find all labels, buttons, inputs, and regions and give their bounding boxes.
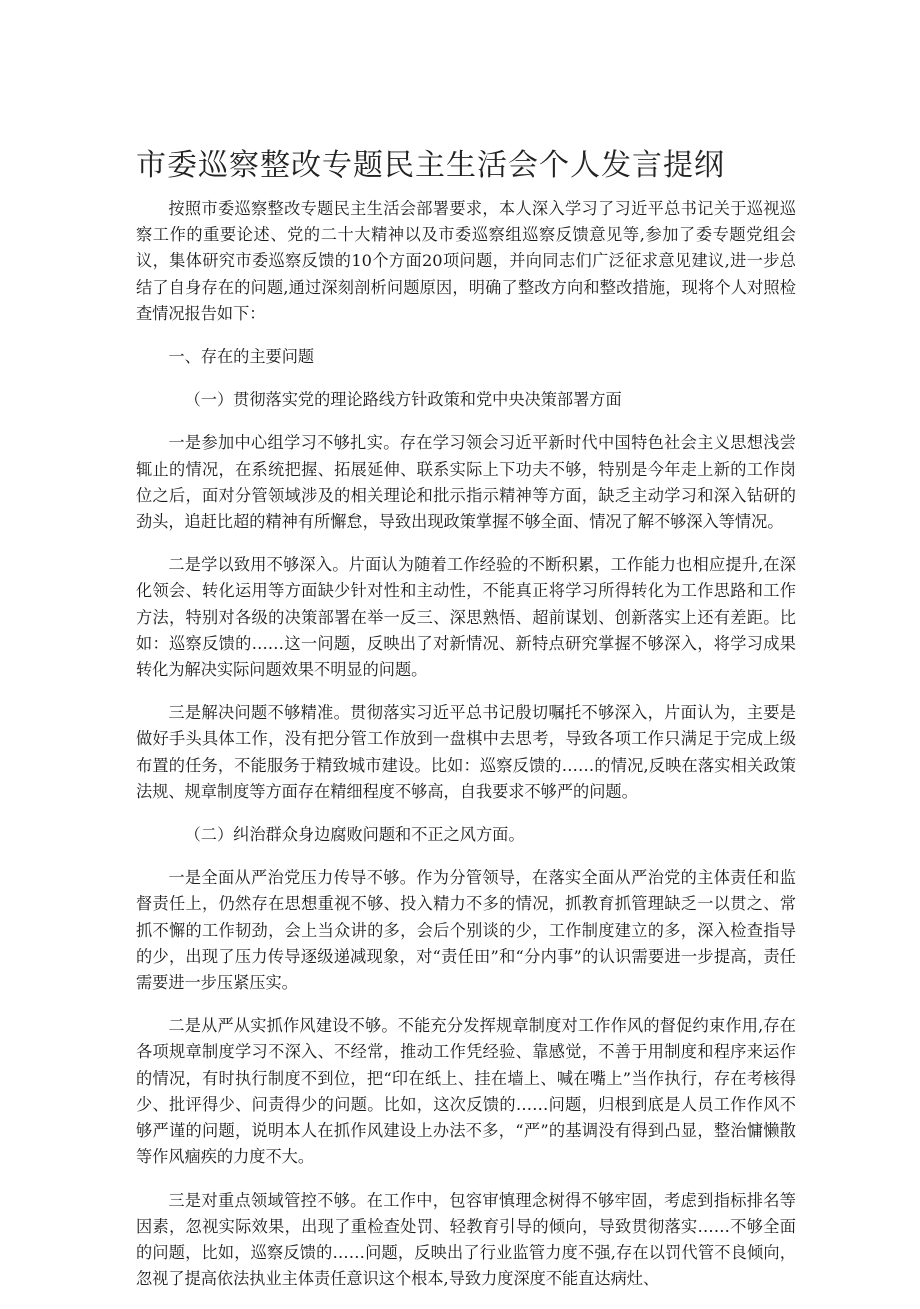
body-paragraph: 一是全面从严治党压力传导不够。作为分管领导，在落实全面从严治党的主体责任和监督责任上，仍然存在思想重视不够、投入精力不多的情况，抓教育抓管理缺乏一以贯之、常抓不懈的工作韧劲，会上当众讲的多，会后个别谈的少，工作制度建立的多，深入检查指导的少，出现了压力传导逐级递减现象，对“责任田”和“分内事”的认识需要进一步提高，责任需要进一步压紧压实。 xyxy=(136,868,796,993)
body-paragraph: 二是学以致用不够深入。片面认为随着工作经验的不断积累，工作能力也相应提升,在深化领会、转化运用等方面缺少针对性和主动性，不能真正将学习所得转化为工作思路和工作方法，特别对各级的决策部署在举一反三、深思熟悟、超前谋划、创新落实上还有差距。比如：巡察反馈的……这一问题，反映出了对新情况、新特点研究掌握不够深入，将学习成果转化为解决实际问题效果不明显的问题。 xyxy=(136,555,796,680)
body-paragraph: 三是解决问题不够精准。贯彻落实习近平总书记殷切嘱托不够深入，片面认为，主要是做好手头具体工作，没有把分管工作放到一盘棋中去思考，导致各项工作只满足于完成上级布置的任务，不能服务于精致城市建设。比如：巡察反馈的……的情况,反映在落实相关政策法规、规章制度等方面存在精细程度不够高，自我要求不够严的问题。 xyxy=(136,703,796,801)
subsection-heading: （二）纠治群众身边腐败问题和不正之风方面。 xyxy=(184,825,525,845)
section-heading: 一、存在的主要问题 xyxy=(168,347,315,367)
body-paragraph: 二是从严从实抓作风建设不够。不能充分发挥规章制度对工作作风的督促约束作用,存在各项规章制度学习不深入、不经常，推动工作凭经验、靠感觉，不善于用制度和程序来运作的情况，有时执行制度不到位，把“印在纸上、挂在墙上、喊在嘴上”当作执行，存在考核得少、批评得少、问责得少的问题。比如，这次反馈的……问题，归根到底是人员工作作风不够严谨的问题，说明本人在抓作风建设上办法不多，“严”的基调没有得到凸显，整治慵懒散等作风痼疾的力度不大。 xyxy=(136,1016,796,1167)
subsection-heading: （一）贯彻落实党的理论路线方针政策和党中央决策部署方面 xyxy=(184,390,622,410)
document-body xyxy=(136,196,796,1309)
body-paragraph: 一是参加中心组学习不够扎实。存在学习领会习近平新时代中国特色社会主义思想浅尝辄止的情况，在系统把握、拓展延伸、联系实际上下功夫不够，特别是今年走上新的工作岗位之后，面对分管领域涉及的相关理论和批示指示精神等方面，缺乏主动学习和深入钻研的劲头，追赶比超的精神有所懈怠，导致出现政策掌握不够全面、情况了解不够深入等情况。 xyxy=(136,433,796,532)
document-title: 市委巡察整改专题民主生活会个人发言提纲 xyxy=(136,148,725,183)
body-paragraph: 三是对重点领域管控不够。在工作中，包容审慎理念树得不够牢固，考虑到指标排名等因素，忽视实际效果，出现了重检查处罚、轻教育引导的倾向，导致贯彻落实……不够全面的问题，比如，巡察反馈的……问题，反映出了行业监管力度不强,存在以罚代管不良倾向，忽视了提高依法执业主体责任意识这个根本,导致力度深度不能直达病灶、 xyxy=(136,1190,796,1289)
intro-paragraph: 按照市委巡察整改专题民主生活会部署要求，本人深入学习了习近平总书记关于巡视巡察工作的重要论述、党的二十大精神以及市委巡察组巡察反馈意见等,参加了委专题党组会议，集体研究市委巡察反馈的10个方面20项问题，并向同志们广泛征求意见建议,进一步总结了自身存在的问题,通过深刻剖析问题原因，明确了整改方向和整改措施，现将个人对照检查情况报告如下： xyxy=(136,199,796,323)
